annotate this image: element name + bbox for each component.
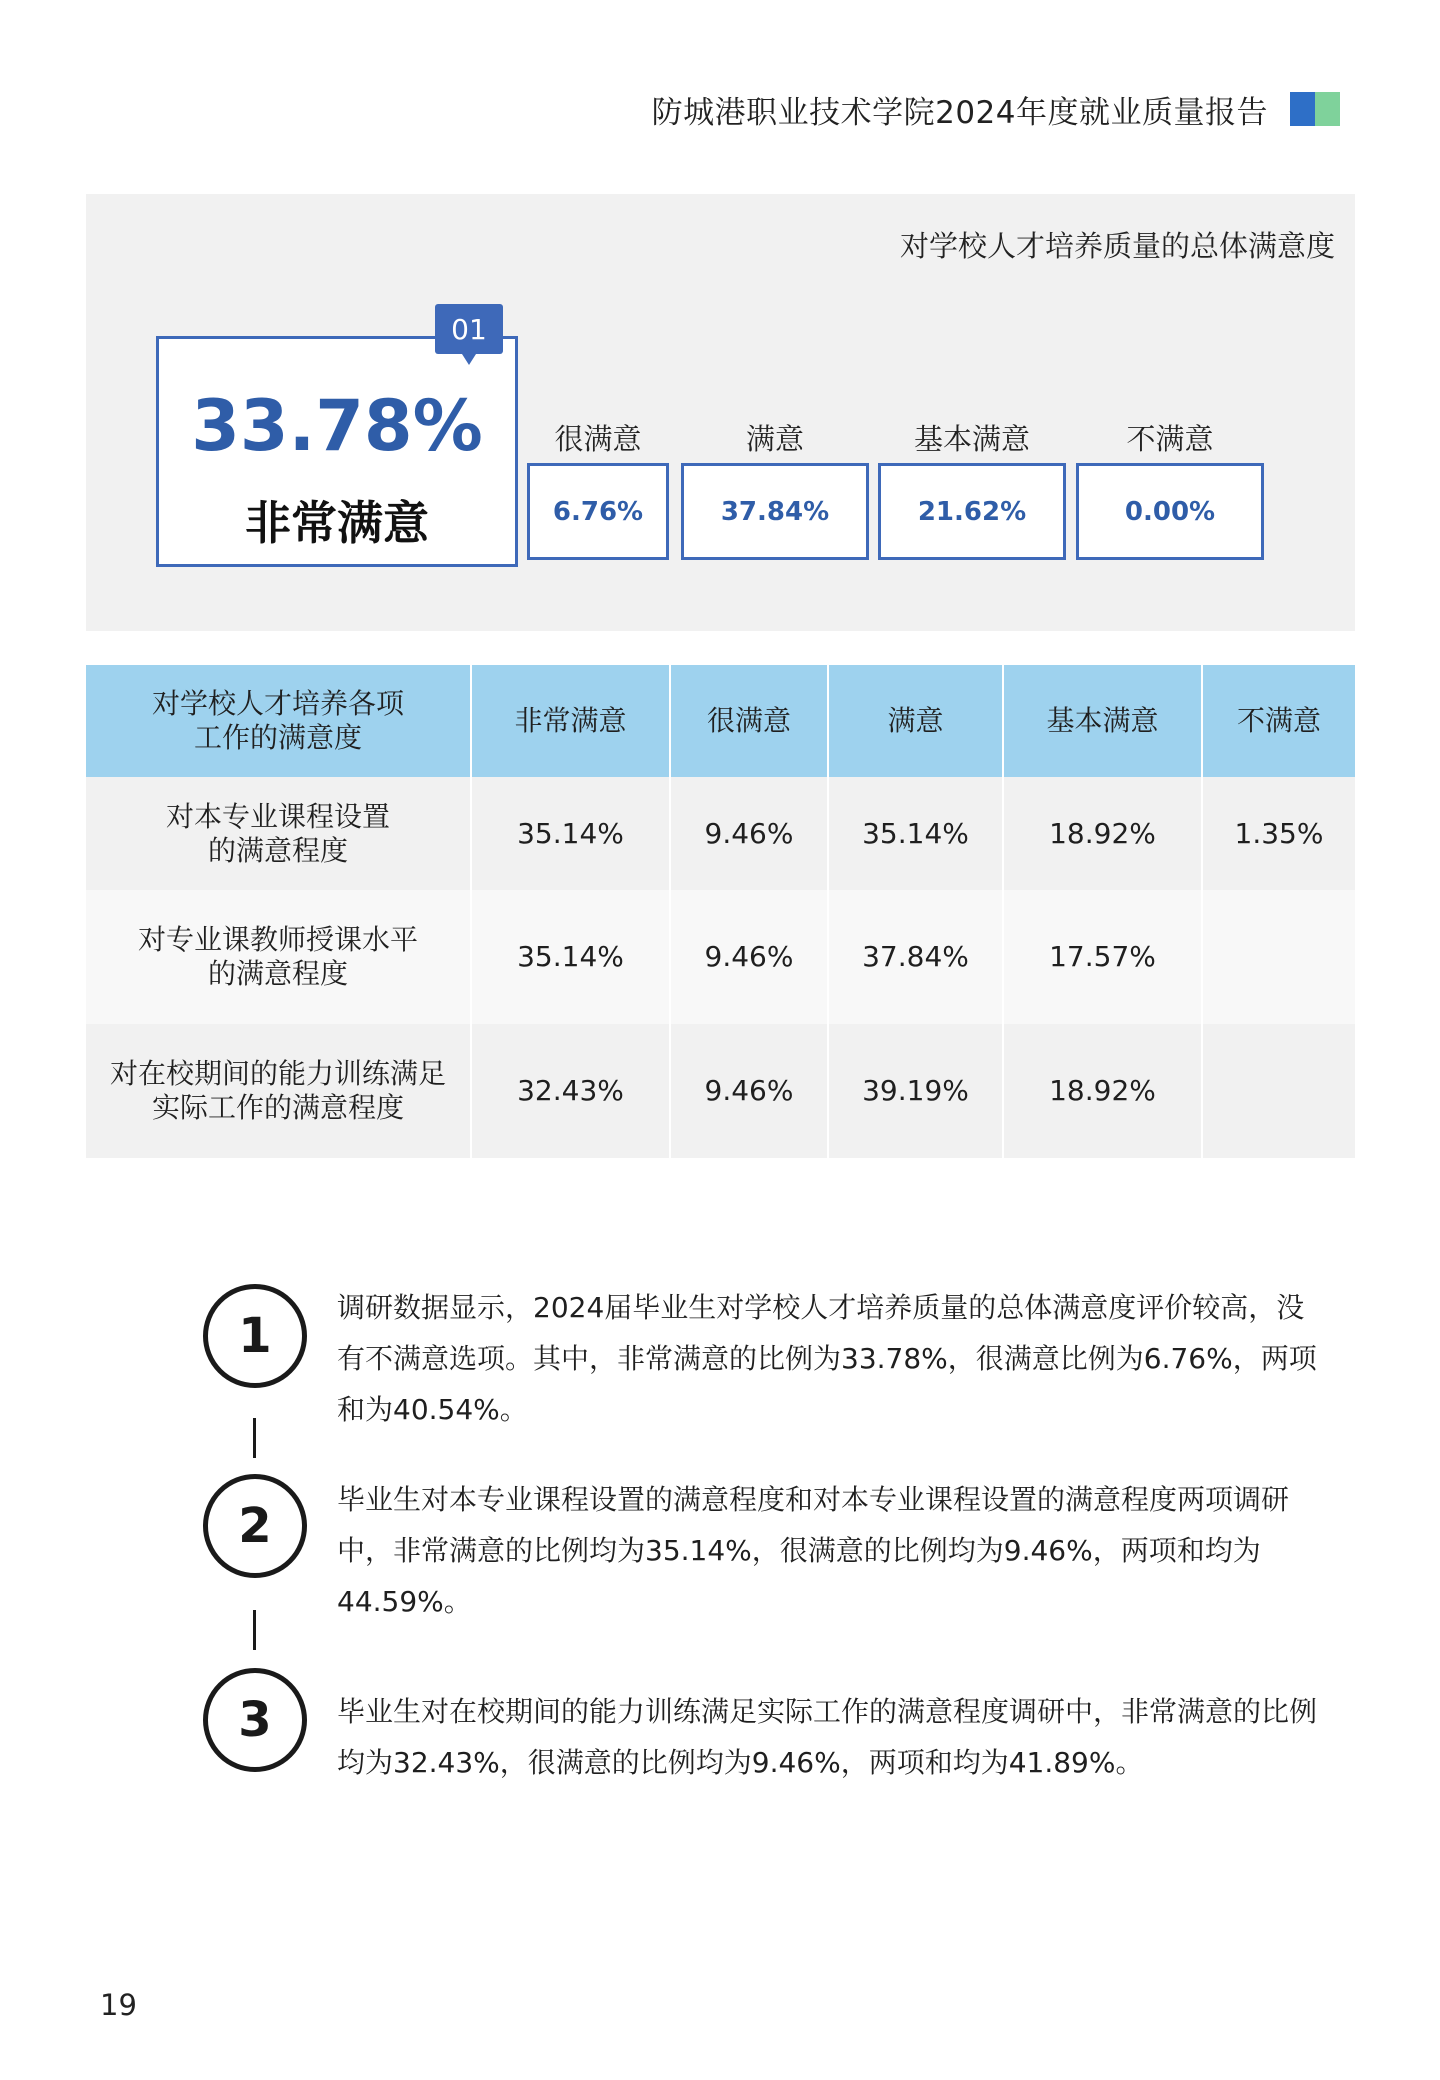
top-satisfaction-card <box>156 312 518 567</box>
top-satisfaction-label: 非常满意 <box>245 496 429 550</box>
table-cell: 35.14% <box>471 890 670 1024</box>
page-number: 19 <box>100 1988 137 2022</box>
table-cell: 32.43% <box>471 1024 670 1158</box>
table-header: 基本满意 <box>1003 665 1202 777</box>
category-not-satisfied <box>1076 419 1264 560</box>
table-cell: 9.46% <box>670 1024 828 1158</box>
card-badge: 01 <box>435 304 503 354</box>
connector-line <box>253 1418 256 1458</box>
report-title: 防城港职业技术学院2024年度就业质量报告 <box>651 94 1268 131</box>
top-satisfaction-value: 33.78% <box>191 385 483 467</box>
number-circle-icon: 1 <box>203 1284 307 1388</box>
category-label: 满意 <box>745 422 804 456</box>
row-label: 对本专业课程设置 的满意程度 <box>86 777 471 890</box>
header-color-mark <box>1290 92 1340 126</box>
table-cell: 35.14% <box>828 777 1003 890</box>
panel-title: 对学校人才培养质量的总体满意度 <box>899 229 1335 263</box>
category-value: 0.00% <box>1076 463 1264 560</box>
category-very-satisfied <box>527 419 669 560</box>
overall-satisfaction-panel <box>86 194 1355 631</box>
table-header: 满意 <box>828 665 1003 777</box>
category-satisfied <box>681 419 869 560</box>
table-cell: 1.35% <box>1202 777 1355 890</box>
finding-text: 毕业生对本专业课程设置的满意程度和对本专业课程设置的满意程度两项调研中，非常满意的比例均为35.14%，很满意的比例均为9.46%，两项和均为44.59%。 <box>337 1483 1290 1618</box>
table-cell: 18.92% <box>1003 1024 1202 1158</box>
table-cell: 39.19% <box>828 1024 1003 1158</box>
table-row <box>86 777 1355 890</box>
category-value: 6.76% <box>527 463 669 560</box>
table-row <box>86 1024 1355 1158</box>
category-label: 很满意 <box>554 422 642 456</box>
satisfaction-table <box>86 665 1355 1158</box>
table-cell: 9.46% <box>670 890 828 1024</box>
number-circle-icon: 2 <box>203 1474 307 1578</box>
page-header <box>652 86 1340 132</box>
table-header: 不满意 <box>1202 665 1355 777</box>
table-header: 对学校人才培养各项 工作的满意度 <box>86 665 471 777</box>
table-row <box>86 890 1355 1024</box>
table-header: 非常满意 <box>471 665 670 777</box>
header-mark-green <box>1315 92 1340 126</box>
table-cell: 18.92% <box>1003 777 1202 890</box>
table-header-row <box>86 665 1355 777</box>
category-label: 基本满意 <box>913 422 1030 456</box>
table-cell: 9.46% <box>670 777 828 890</box>
table-cell: 17.57% <box>1003 890 1202 1024</box>
connector-line <box>253 1610 256 1650</box>
number-circle-icon: 3 <box>203 1668 307 1772</box>
table-header: 很满意 <box>670 665 828 777</box>
category-value: 37.84% <box>681 463 869 560</box>
finding-text: 毕业生对在校期间的能力训练满足实际工作的满意程度调研中，非常满意的比例均为32.43%，很满意的比例均为9.46%，两项和均为41.89%。 <box>337 1695 1318 1779</box>
table-cell <box>1202 890 1355 1024</box>
category-label: 不满意 <box>1126 422 1214 456</box>
table-cell <box>1202 1024 1355 1158</box>
table-cell: 35.14% <box>471 777 670 890</box>
row-label: 对专业课教师授课水平 的满意程度 <box>86 890 471 1024</box>
header-mark-blue <box>1290 92 1315 126</box>
table-cell: 37.84% <box>828 890 1003 1024</box>
category-value: 21.62% <box>878 463 1066 560</box>
row-label: 对在校期间的能力训练满足 实际工作的满意程度 <box>86 1024 471 1158</box>
finding-text: 调研数据显示，2024届毕业生对学校人才培养质量的总体满意度评价较高，没有不满意选项。其中，非常满意的比例为33.78%，很满意比例为6.76%，两项和为40.54%。 <box>337 1291 1317 1426</box>
category-basically-satisfied <box>878 419 1066 560</box>
